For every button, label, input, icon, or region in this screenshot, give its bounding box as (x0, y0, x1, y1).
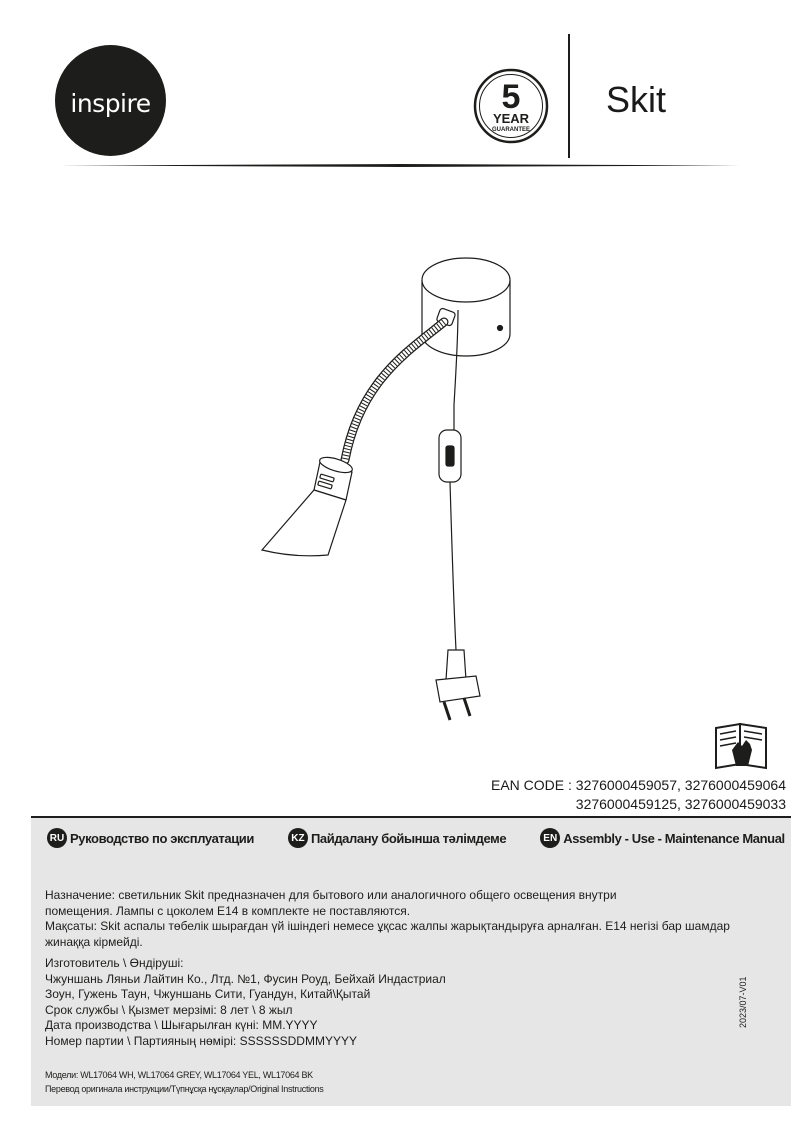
wall-lamp-illustration (250, 250, 540, 730)
manufacturer-label: Изготовитель \ Өндіруші: (45, 956, 184, 970)
models-list: Модели: WL17064 WH, WL17064 GREY, WL17064 YEL, WL17064 BK (45, 1070, 313, 1080)
language-badge-ru: RU (47, 828, 67, 848)
header-rule (60, 164, 740, 167)
language-label-en: Assembly - Use - Maintenance Manual (563, 830, 785, 846)
language-row (47, 828, 808, 848)
language-badge-kz: KZ (288, 828, 308, 848)
document-version: 2023/07-V01 (738, 976, 748, 1028)
inspire-logo (55, 45, 166, 156)
service-life: Срок службы \ Қызмет мерзімі: 8 лет \ 8 жыл (45, 1002, 293, 1017)
manufacturer-line-2: Зоун, Гужень Таун, Чжуншань Сити, Гуандун, Китай\Қытай (45, 987, 371, 1001)
language-label-kz: Пайдалану бойынша тәлімдеме (310, 830, 507, 846)
info-panel (31, 816, 791, 1106)
purpose-kz-line-1: Мақсаты: Skit аспалы төбелік шырағдан үй ішіндегі немесе ұқсас жалпы жарықтандыруға арналған. E14 негізі бар шамдар (45, 919, 730, 933)
ean-codes (491, 776, 786, 814)
batch-number: Номер партии \ Партияның нөмірі: SSSSSSDDMMYYYY (45, 1033, 357, 1048)
purpose-kz-line-2: жинаққа кірмейді. (45, 934, 143, 949)
manufacturer-line-1: Чжуншань Ляньи Лайтин Ко., Лтд. №1, Фусин Роуд, Бейхай Индастриал (45, 971, 446, 986)
translation-note: Перевод оригинала инструкции/Түпнұсқа нұсқаулар/Original Instructions (45, 1084, 324, 1094)
guarantee-word: GUARANTEE (491, 127, 531, 133)
ean-line-1: EAN CODE : 3276000459057, 3276000459064 (490, 777, 786, 793)
language-badge-en: EN (540, 828, 560, 848)
language-label-ru: Руководство по эксплуатации (70, 830, 254, 846)
guarantee-badge-icon (473, 68, 549, 144)
models-block (45, 1068, 323, 1096)
product-title: Skit (606, 79, 667, 120)
language-en (540, 828, 785, 848)
purpose-ru-line-1: Назначение: светильник Skit предназначен для бытового или аналогичного общего освещения внутри (45, 888, 617, 902)
header-divider (568, 34, 570, 158)
production-date: Дата производства \ Шығарылған күні: MM.YYYY (45, 1018, 318, 1032)
guarantee-number: 5 (501, 78, 521, 116)
read-manual-icon (712, 720, 770, 772)
logo-text: inspire (70, 89, 151, 118)
ean-line-2: 3276000459125, 3276000459033 (575, 796, 786, 812)
product-info-text (45, 888, 745, 1049)
language-kz (288, 828, 506, 848)
language-ru (47, 828, 254, 848)
guarantee-year: YEAR (492, 111, 530, 126)
purpose-ru-line-2: помещения. Лампы с цоколем E14 в комплекте не поставляются. (45, 903, 411, 918)
